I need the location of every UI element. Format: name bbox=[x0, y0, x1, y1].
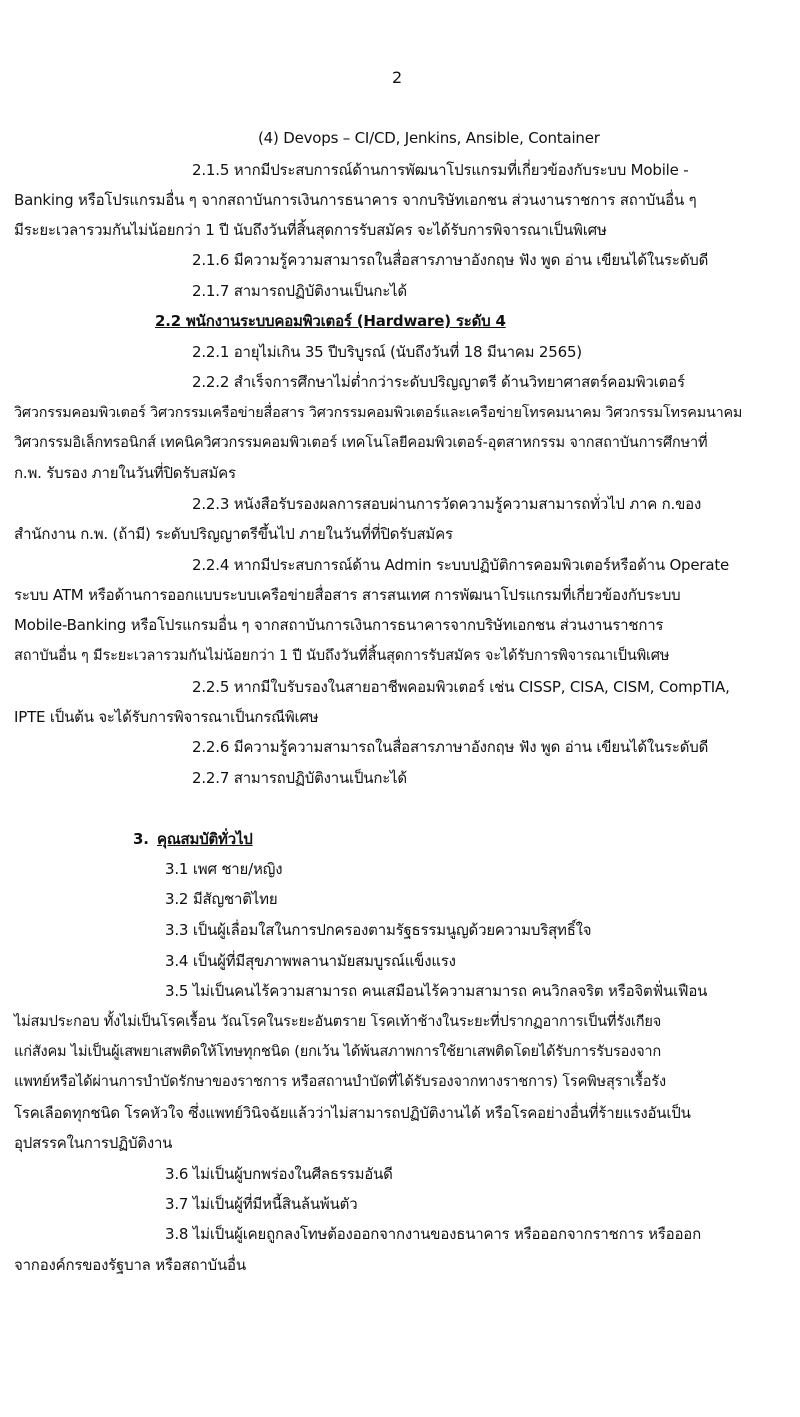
item-2-2-6: 2.2.6 มีความรู้ความสามารถในสื่อสารภาษาอังกฤษ ฟัง พูด อ่าน เขียนได้ในระดับดี bbox=[192, 738, 709, 756]
item-3-3: 3.3 เป็นผู้เลื่อมใสในการปกครองตามรัฐธรรมนูญด้วยความบริสุทธิ์ใจ bbox=[165, 921, 592, 939]
item-2-1-6: 2.1.6 มีความรู้ความสามารถในสื่อสารภาษาอังกฤษ ฟัง พูด อ่าน เขียนได้ในระดับดี bbox=[192, 251, 709, 269]
text-line: สำนักงาน ก.พ. (ถ้ามี) ระดับปริญญาตรีขึ้นไป ภายในวันที่ที่ปิดรับสมัคร bbox=[14, 525, 453, 543]
text-line: ก.พ. รับรอง ภายในวันที่ปิดรับสมัคร bbox=[14, 464, 236, 482]
item-2-2-3: 2.2.3 หนังสือรับรองผลการสอบผ่านการวัดความรู้ความสามารถทั่วไป ภาค ก.ของ bbox=[192, 495, 702, 513]
text-line: แก่สังคม ไม่เป็นผู้เสพยาเสพติดให้โทษทุกชนิด (ยกเว้น ได้พ้นสภาพการใช้ยาเสพติดโดยได้รับการรับรองจาก bbox=[14, 1043, 662, 1060]
text-line: วิศวกรรมคอมพิวเตอร์ วิศวกรรมเครือข่ายสื่อสาร วิศวกรรมคอมพิวเตอร์และเครือข่ายโทรคมนาคม วิศวกรรมโทรคมนาคม bbox=[14, 405, 743, 421]
item-3-7: 3.7 ไม่เป็นผู้ที่มีหนี้สินล้นพ้นตัว bbox=[165, 1195, 358, 1213]
section-3-number: 3. bbox=[133, 830, 149, 848]
text-line: มีระยะเวลารวมกันไม่น้อยกว่า 1 ปี นับถึงวันที่สิ้นสุดการรับสมัคร จะได้รับการพิจารณาเป็นพิเศษ bbox=[14, 221, 607, 239]
item-3-4: 3.4 เป็นผู้ที่มีสุขภาพพลานามัยสมบูรณ์แข็งแรง bbox=[165, 952, 456, 970]
item-3-1: 3.1 เพศ ชาย/หญิง bbox=[165, 860, 283, 878]
item-3-2: 3.2 มีสัญชาติไทย bbox=[165, 890, 278, 908]
section-2-2-heading: 2.2 พนักงานระบบคอมพิวเตอร์ (Hardware) ระดับ 4 bbox=[155, 312, 506, 330]
item-2-2-2: 2.2.2 สำเร็จการศึกษาไม่ต่ำกว่าระดับปริญญาตรี ด้านวิทยาศาสตร์คอมพิวเตอร์ bbox=[192, 373, 685, 391]
text-line: ไม่สมประกอบ ทั้งไม่เป็นโรคเรื้อน วัณโรคในระยะอันตราย โรคเท้าช้างในระยะที่ปรากฏอาการเป็นที่รังเกียจ bbox=[14, 1013, 662, 1030]
text-line: ระบบ ATM หรือด้านการออกแบบระบบเครือข่ายสื่อสาร สารสนเทศ การพัฒนาโปรแกรมที่เกี่ยวข้องกับระบบ bbox=[14, 586, 681, 604]
page-number: 2 bbox=[392, 68, 403, 87]
text-line: Banking หรือโปรแกรมอื่น ๆ จากสถาบันการเงินการธนาคาร จากบริษัทเอกชน ส่วนงานราชการ สถาบันอื่น ๆ bbox=[14, 191, 697, 209]
item-2-2-1: 2.2.1 อายุไม่เกิน 35 ปีบริบูรณ์ (นับถึงวันที่ 18 มีนาคม 2565) bbox=[192, 343, 582, 361]
text-line: Mobile-Banking หรือโปรแกรมอื่น ๆ จากสถาบันการเงินการธนาคารจากบริษัทเอกชน ส่วนงานราชการ bbox=[14, 616, 664, 634]
item-3-6: 3.6 ไม่เป็นผู้บกพร่องในศีลธรรมอันดี bbox=[165, 1165, 393, 1183]
item-3-5: 3.5 ไม่เป็นคนไร้ความสามารถ คนเสมือนไร้ความสามารถ คนวิกลจริต หรือจิตฟั่นเฟือน bbox=[165, 982, 708, 1000]
text-line: โรคเลือดทุกชนิด โรคหัวใจ ซึ่งแพทย์วินิจฉัยแล้วว่าไม่สามารถปฏิบัติงานได้ หรือโรคอย่างอื่นที่ร้ายแรงอันเป็น bbox=[14, 1104, 691, 1122]
text-line: สถาบันอื่น ๆ มีระยะเวลารวมกันไม่น้อยกว่า 1 ปี นับถึงวันที่สิ้นสุดการรับสมัคร จะได้รับการพิจารณาเป็นพิเศษ bbox=[14, 647, 670, 664]
item-2-2-5: 2.2.5 หากมีใบรับรองในสายอาชีพคอมพิวเตอร์ เช่น CISSP, CISA, CISM, CompTIA, bbox=[192, 678, 730, 696]
text-line: จากองค์กรของรัฐบาล หรือสถาบันอื่น bbox=[14, 1256, 246, 1274]
item-2-2-7: 2.2.7 สามารถปฏิบัติงานเป็นกะได้ bbox=[192, 769, 407, 787]
section-3-heading: คุณสมบัติทั่วไป bbox=[157, 830, 253, 848]
item-2-2-4: 2.2.4 หากมีประสบการณ์ด้าน Admin ระบบปฏิบัติการคอมพิวเตอร์หรือด้าน Operate bbox=[192, 556, 730, 574]
text-line: อุปสรรคในการปฏิบัติงาน bbox=[14, 1134, 173, 1152]
text-line: IPTE เป็นต้น จะได้รับการพิจารณาเป็นกรณีพิเศษ bbox=[14, 708, 319, 726]
text-line: (4) Devops – CI/CD, Jenkins, Ansible, Container bbox=[258, 129, 600, 147]
item-2-1-5: 2.1.5 หากมีประสบการณ์ด้านการพัฒนาโปรแกรมที่เกี่ยวข้องกับระบบ Mobile - bbox=[192, 161, 689, 179]
text-line: แพทย์หรือได้ผ่านการบำบัดรักษาของราชการ หรือสถานบำบัดที่ได้รับรองจากทางราชการ) โรคพิษสุราเรื้อรัง bbox=[14, 1073, 666, 1090]
item-3-8: 3.8 ไม่เป็นผู้เคยถูกลงโทษต้องออกจากงานของธนาคาร หรือออกจากราชการ หรือออก bbox=[165, 1225, 701, 1243]
text-line: วิศวกรรมอิเล็กทรอนิกส์ เทคนิควิศวกรรมคอมพิวเตอร์ เทคโนโลยีคอมพิวเตอร์-อุตสาหกรรม จากสถาบันการศึกษาที่ bbox=[14, 434, 708, 451]
item-2-1-7: 2.1.7 สามารถปฏิบัติงานเป็นกะได้ bbox=[192, 282, 407, 300]
